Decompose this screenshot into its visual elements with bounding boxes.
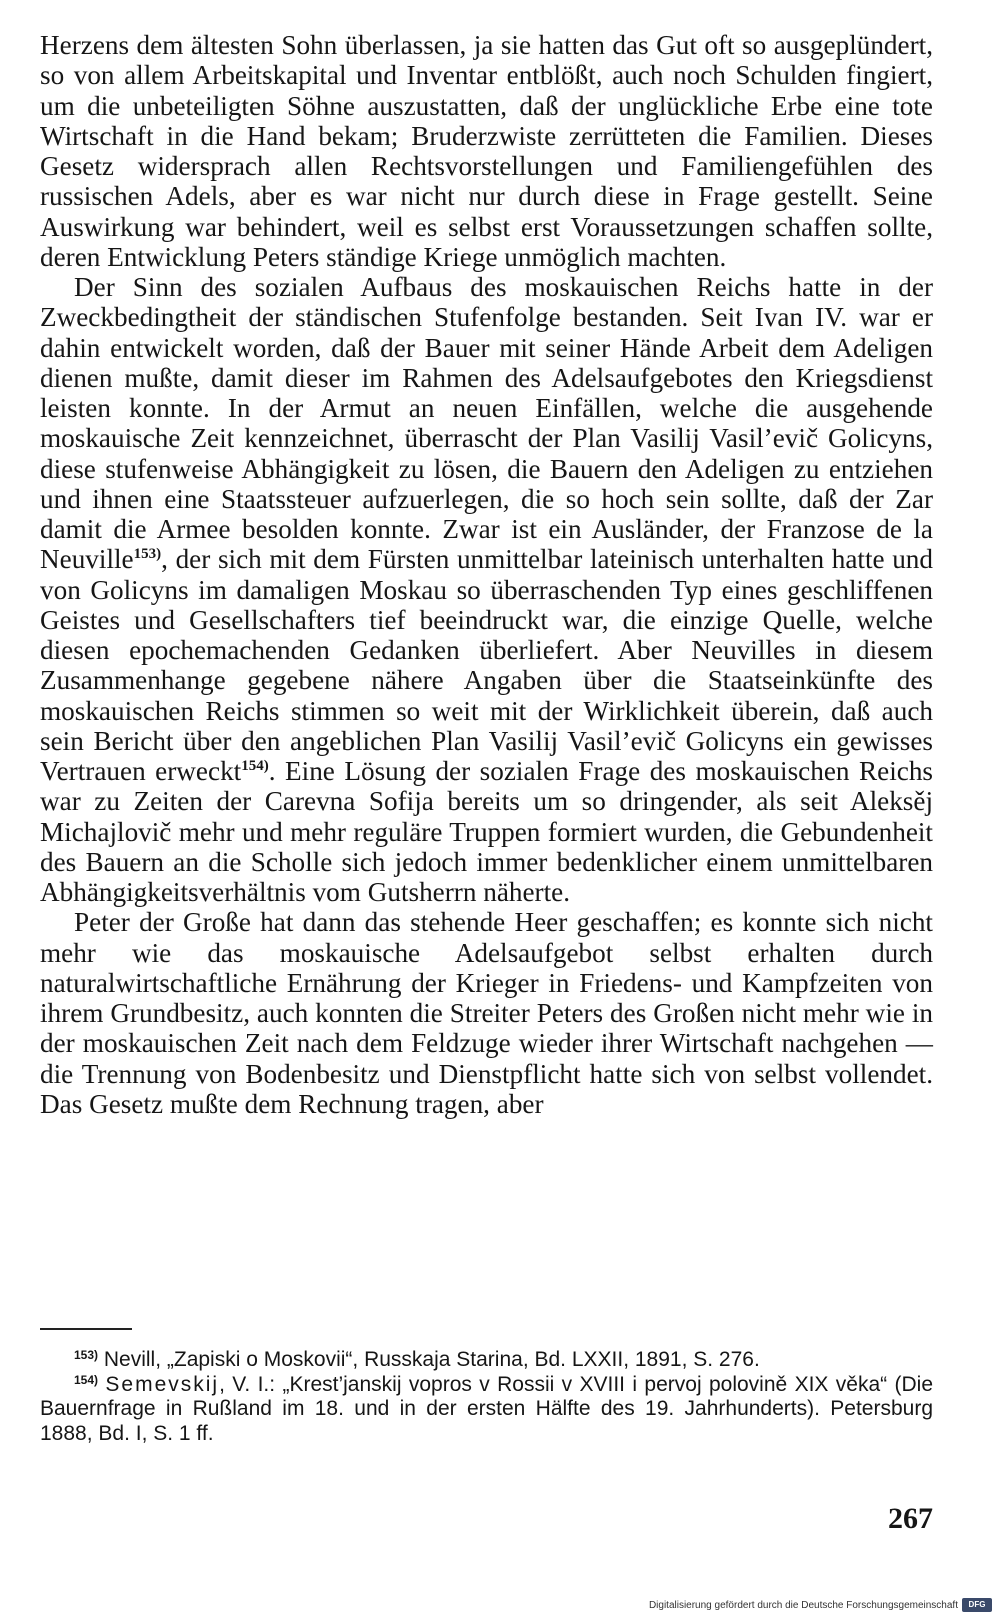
footnote-ref-153[interactable]: 153) — [133, 546, 162, 563]
footnote-mark-153: 153) — [74, 1348, 99, 1362]
footnote-divider — [40, 1328, 132, 1330]
paragraph-2 — [40, 272, 933, 907]
footnote-153 — [40, 1348, 933, 1373]
paragraph-2-start: Der Sinn des sozialen Aufbaus des moskauischen Reichs hatte in der Zweckbedingtheit der ständischen Stufenfolge bestanden. Seit Ivan IV. war er dahin entwickelt worden, daß der Bauer mit seiner Hände Arbeit dem Adeligen dienen mußte, damit dieser im Rahmen des Adelsaufgebotes den Kriegsdienst leisten konnte. In der Armut an neuen Einfällen, welche die ausgehende moskauische Zeit kennzeichnet, überrascht der Plan Vasilij Vasil’evič Golicyns, diese stufenweise Abhängigkeit zu lösen, die Bauern den Adeligen zu entziehen und ihnen eine Staatssteuer aufzuerlegen, die so hoch sein sollte, daß der Zar damit die Armee besolden konnte. Zwar ist ein Ausländer, der Franzose de la Neuville — [40, 272, 933, 575]
digitization-credit-text: Digitalisierung gefördert durch die Deutsche Forschungsgemeinschaft — [648, 1599, 958, 1611]
footnote-ref-154[interactable]: 154) — [241, 758, 269, 774]
paragraph-2-end: . Eine Lösung der sozialen Frage des moskauischen Reichs war zu Zeiten der Carevna Sofija bereits um so dringender, als seit Aleksěj Michajlovič mehr und mehr reguläre Truppen formiert wurden, die Gebundenheit des Bauern an die Scholle sich jedoch immer bedenklicher einem unmittelbaren Abhängigkeitsverhältnis vom Gutsherrn näherte. — [40, 756, 933, 907]
page-number: 267 — [888, 1502, 933, 1535]
footnote-154-author: Semevskij — [105, 1372, 220, 1396]
footnote-mark-154: 154) — [74, 1372, 99, 1387]
paragraph-3: Peter der Große hat dann das stehende Heer geschaffen; es konnte sich nicht mehr wie das moskauische Adelsaufgebot selbst erhalten durch naturalwirtschaftliche Ernährung der Krieger in Friedens- und Kampfzeiten von ihrem Grundbesitz, auch konnten die Streiter Peters des Großen nicht mehr wie in der moskauischen Zeit nach dem Feldzuge wieder ihrer Wirtschaft nachgehen — die Trennung von Bodenbesitz und Dienstpflicht hatte sich von selbst vollendet. Das Gesetz mußte dem Rechnung tragen, aber — [40, 907, 933, 1119]
body-text — [40, 30, 933, 1119]
footnote-154 — [40, 1373, 933, 1447]
footnotes — [40, 1348, 933, 1446]
paragraph-2-middle: , der sich mit dem Fürsten unmittelbar lateinisch unterhalten hatte und von Golicyns im damaligen Moskau so überraschenden Typ eines geschliffenen Geistes und Gesellschafters tief beeindruckt war, die einzige Quelle, welche diesen epochemachenden Gedanken überliefert. Aber Neuvilles in diesem Zusammenhange gegebene nähere Angaben über die Staatseinkünfte des moskauischen Reichs stimmen so weit mit der Wirklichkeit überein, daß auch sein Bericht über den angeblichen Plan Vasilij Vasil’evič Golicyns ein gewisses Vertrauen erweckt — [40, 544, 933, 786]
dfg-logo-icon: DFG — [962, 1598, 992, 1612]
digitization-credit — [649, 1598, 992, 1612]
footnote-153-text: Nevill, „Zapiski o Moskovii“, Russkaja Starina, Bd. LXXII, 1891, S. 276. — [98, 1348, 760, 1371]
book-page — [40, 30, 933, 1590]
paragraph-1: Herzens dem ältesten Sohn überlassen, ja sie hatten das Gut oft so ausgeplündert, so von allem Arbeitskapital und Inventar entblößt, auch noch Schulden fingiert, um die unbeteiligten Söhne auszustatten, daß der unglückliche Erbe eine tote Wirtschaft in die Hand bekam; Bruderzwiste zerrütteten die Familien. Dieses Gesetz widersprach allen Rechtsvorstellungen und Familiengefühlen des russischen Adels, aber es war nicht nur durch diese in Frage gestellt. Seine Auswirkung war behindert, weil es selbst erst Voraussetzungen schaffen sollte, deren Entwicklung Peters ständige Kriege unmöglich machten. — [40, 30, 933, 272]
footnote-154-text: , V. I.: „Krest’janskij vopros v Rossii v XVIII i pervoj polovině XIX věka“ (Die Bauernfrage in Rußland im 18. und in der ersten Hälfte des 19. Jahrhunderts). Petersburg 1888, Bd. I, S. 1 ff. — [40, 1372, 933, 1445]
